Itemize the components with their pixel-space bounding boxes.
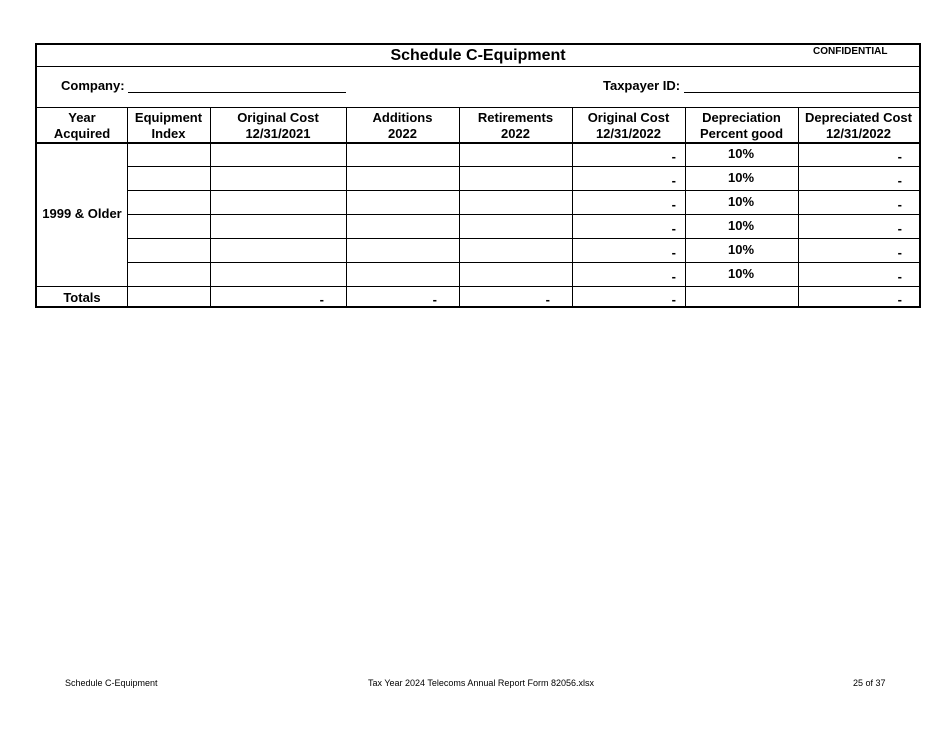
col-header-original-cost-2021: Original Cost 12/31/2021: [237, 110, 319, 141]
total-original-cost-2021: -: [319, 292, 324, 307]
percent-good-cell: 10%: [727, 146, 755, 161]
percent-good-cell: 10%: [727, 242, 755, 257]
depreciated-cost-cell: -: [897, 149, 902, 164]
col-header-depreciated-cost: Depreciated Cost 12/31/2022: [805, 110, 912, 141]
header-divider: [37, 107, 919, 108]
depreciated-cost-cell: -: [897, 221, 902, 236]
col-header-year: Year Acquired: [53, 110, 111, 141]
total-additions: -: [432, 292, 437, 307]
col-header-additions: Additions 2022: [372, 110, 433, 141]
taxpayer-id-label: Taxpayer ID:: [603, 78, 681, 93]
original-cost-2022-cell: -: [671, 197, 676, 212]
title-divider: [37, 66, 919, 67]
depreciated-cost-cell: -: [897, 197, 902, 212]
percent-good-cell: 10%: [727, 194, 755, 209]
percent-good-cell: 10%: [727, 218, 755, 233]
original-cost-2022-cell: -: [671, 269, 676, 284]
year-group-label: 1999 & Older: [42, 206, 122, 221]
col-header-retirements: Retirements 2022: [477, 110, 554, 141]
form-title: Schedule C-Equipment: [390, 47, 566, 64]
schedule-form: [35, 43, 921, 308]
depreciated-cost-cell: -: [897, 245, 902, 260]
original-cost-2022-cell: -: [671, 173, 676, 188]
total-retirements: -: [545, 292, 550, 307]
total-original-cost-2022: -: [671, 292, 676, 307]
total-depreciated-cost: -: [897, 292, 902, 307]
col-header-percent-good: Depreciation Percent good: [699, 110, 784, 141]
footer-sheet-name: Schedule C-Equipment: [65, 678, 158, 688]
company-label: Company:: [61, 78, 125, 93]
totals-label: Totals: [63, 290, 101, 305]
depreciated-cost-cell: -: [897, 269, 902, 284]
taxpayer-id-input[interactable]: [684, 92, 919, 93]
percent-good-cell: 10%: [727, 266, 755, 281]
confidential-label: CONFIDENTIAL: [813, 46, 888, 57]
original-cost-2022-cell: -: [671, 245, 676, 260]
footer-page-number: 25 of 37: [853, 678, 886, 688]
col-header-equipment-index: Equipment Index: [134, 110, 203, 141]
company-input[interactable]: [128, 92, 346, 93]
col-header-original-cost-2022: Original Cost 12/31/2022: [587, 110, 670, 141]
original-cost-2022-cell: -: [671, 149, 676, 164]
header-bottom-rule: [37, 142, 919, 144]
original-cost-2022-cell: -: [671, 221, 676, 236]
depreciated-cost-cell: -: [897, 173, 902, 188]
percent-good-cell: 10%: [727, 170, 755, 185]
footer-file-name: Tax Year 2024 Telecoms Annual Report Form 82056.xlsx: [368, 678, 594, 688]
